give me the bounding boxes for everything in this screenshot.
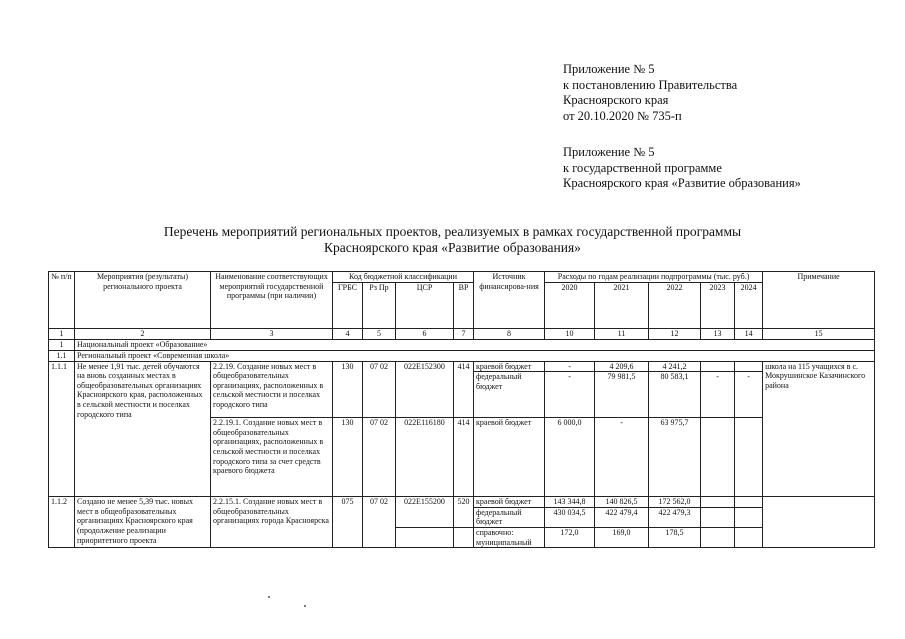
header-line: Приложение № 5 (563, 145, 655, 159)
row-rzpr: 07 02 (363, 497, 396, 548)
column-number: 13 (701, 328, 735, 339)
row-value-2022: 422 479,3 (649, 507, 701, 527)
row-value-2020: - (545, 372, 595, 418)
row-vr: 414 (454, 361, 474, 418)
column-number: 1 (49, 328, 75, 339)
row-value-2021: 169,0 (595, 527, 649, 547)
column-number: 7 (454, 328, 474, 339)
header-year-2023: 2023 (701, 282, 735, 328)
section-title: Региональный проект «Современная школа» (75, 350, 875, 361)
row-source: краевой бюджет (474, 361, 545, 372)
row-source: справочно: муниципальный (474, 527, 545, 547)
header-year-2022: 2022 (649, 282, 701, 328)
column-number: 15 (763, 328, 875, 339)
column-number: 8 (474, 328, 545, 339)
row-value-2022: 172 562,0 (649, 497, 701, 508)
row-program-measure: 2.2.15.1. Создание новых мест в общеобразовательных организациях города Красноярска (211, 497, 333, 548)
header-line: к государственной программе (563, 160, 722, 175)
section-title: Национальный проект «Образование» (75, 339, 875, 350)
column-number: 5 (363, 328, 396, 339)
row-csr (396, 527, 454, 547)
header-note: Примечание (763, 272, 875, 329)
row-value-2020: 6 000,0 (545, 418, 595, 497)
row-rzpr: 07 02 (363, 361, 396, 418)
row-program-measure: 2.2.19. Создание новых мест в общеобразовательных организациях, расположенных в сельской местности и поселках городского типа (211, 361, 333, 418)
row-value-2022: 80 583,1 (649, 372, 701, 418)
row-value-2023: - (701, 372, 735, 418)
header-grbs: ГРБС (333, 282, 363, 328)
row-num: 1.1.2 (49, 497, 75, 548)
row-value-2023 (701, 418, 735, 497)
header-line: Красноярского края «Развитие образования» (563, 176, 801, 190)
row-source: краевой бюджет (474, 497, 545, 508)
column-number: 12 (649, 328, 701, 339)
row-value-2023 (701, 527, 735, 547)
header-line: Приложение № 5 (563, 62, 655, 76)
column-number: 11 (595, 328, 649, 339)
row-program-measure: 2.2.19.1. Создание новых мест в общеобразовательных организациях, расположенных в сельской местности и поселках городского типа за счет средств краевого бюджета (211, 418, 333, 497)
row-source: краевой бюджет (474, 418, 545, 497)
section-num: 1 (49, 339, 75, 350)
row-value-2021: 4 209,6 (595, 361, 649, 372)
row-value-2020: 172,0 (545, 527, 595, 547)
row-value-2023 (701, 497, 735, 508)
row-value-2020: 430 034,5 (545, 507, 595, 527)
row-source: федеральный бюджет (474, 507, 545, 527)
section-num: 1.1 (49, 350, 75, 361)
row-value-2021: 79 981,5 (595, 372, 649, 418)
header-year-2021: 2021 (595, 282, 649, 328)
measures-table (48, 271, 875, 548)
header-source: Источник финансирова-ния (474, 272, 545, 329)
row-csr: 022Е155200 (396, 497, 454, 528)
column-number: 2 (75, 328, 211, 339)
row-csr: 022Е116180 (396, 418, 454, 497)
row-rzpr: 07 02 (363, 418, 396, 497)
row-event: Создано не менее 5,39 тыс. новых мест в общеобразовательных организациях Красноярского края (продолжение реализации приоритетного проекта (75, 497, 211, 548)
row-vr (454, 527, 474, 547)
column-number: 14 (735, 328, 763, 339)
scan-speck (268, 596, 270, 598)
row-event: Не менее 1,91 тыс. детей обучаются на вновь созданных местах в общеобразовательных организациях Красноярского края, расположенных в сельской местности и поселках городского типа (75, 361, 211, 497)
header-csr: ЦСР (396, 282, 454, 328)
table-row (49, 361, 875, 372)
row-value-2021: 422 479,4 (595, 507, 649, 527)
header-expenses: Расходы по годам реализации подпрограммы (тыс. руб.) (545, 272, 763, 283)
row-note (763, 497, 875, 548)
row-value-2024 (735, 418, 763, 497)
header-rzpr: Рз Пр (363, 282, 396, 328)
row-value-2023 (701, 507, 735, 527)
row-value-2022: 4 241,2 (649, 361, 701, 372)
title-line: Перечень мероприятий региональных проектов, реализуемых в рамках государственной программы (163, 224, 742, 239)
table-row (49, 497, 875, 508)
row-value-2022: 178,5 (649, 527, 701, 547)
header-year-2020: 2020 (545, 282, 595, 328)
header-num: № п/п (49, 272, 75, 329)
row-value-2021: 140 826,5 (595, 497, 649, 508)
row-value-2024 (735, 497, 763, 508)
header-vr: ВР (454, 282, 474, 328)
row-value-2023 (701, 361, 735, 372)
row-value-2024 (735, 361, 763, 372)
row-grbs: 130 (333, 361, 363, 418)
row-note: школа на 115 учащихся в с. Мокрушинское Казачинского района (763, 361, 875, 497)
scan-speck (304, 605, 306, 607)
row-grbs: 130 (333, 418, 363, 497)
row-vr: 520 (454, 497, 474, 528)
approval-header-resolution (563, 62, 737, 124)
row-num: 1.1.1 (49, 361, 75, 497)
row-source: федеральный бюджет (474, 372, 545, 418)
column-number: 3 (211, 328, 333, 339)
row-grbs: 075 (333, 497, 363, 548)
title-line: Красноярского края «Развитие образования» (324, 240, 581, 255)
column-number: 6 (396, 328, 454, 339)
header-line: от 20.10.2020 № 735-п (563, 108, 682, 123)
document-title (0, 224, 905, 256)
row-value-2022: 63 975,7 (649, 418, 701, 497)
row-value-2024 (735, 527, 763, 547)
header-event: Мероприятия (результаты) регионального проекта (75, 272, 211, 329)
row-csr: 022Е152300 (396, 361, 454, 418)
header-line: Красноярского края (563, 93, 669, 107)
row-value-2024: - (735, 372, 763, 418)
approval-header-program (563, 145, 801, 192)
row-value-2024 (735, 507, 763, 527)
row-value-2020: - (545, 361, 595, 372)
column-number: 4 (333, 328, 363, 339)
header-program-measure: Наименование соответствующих мероприятий государственной программы (при наличии) (211, 272, 333, 329)
header-line: к постановлению Правительства (563, 77, 738, 92)
header-year-2024: 2024 (735, 282, 763, 328)
row-vr: 414 (454, 418, 474, 497)
header-budget-code: Код бюджетной классификации (333, 272, 474, 283)
row-value-2021: - (595, 418, 649, 497)
column-number: 10 (545, 328, 595, 339)
row-value-2020: 143 344,8 (545, 497, 595, 508)
